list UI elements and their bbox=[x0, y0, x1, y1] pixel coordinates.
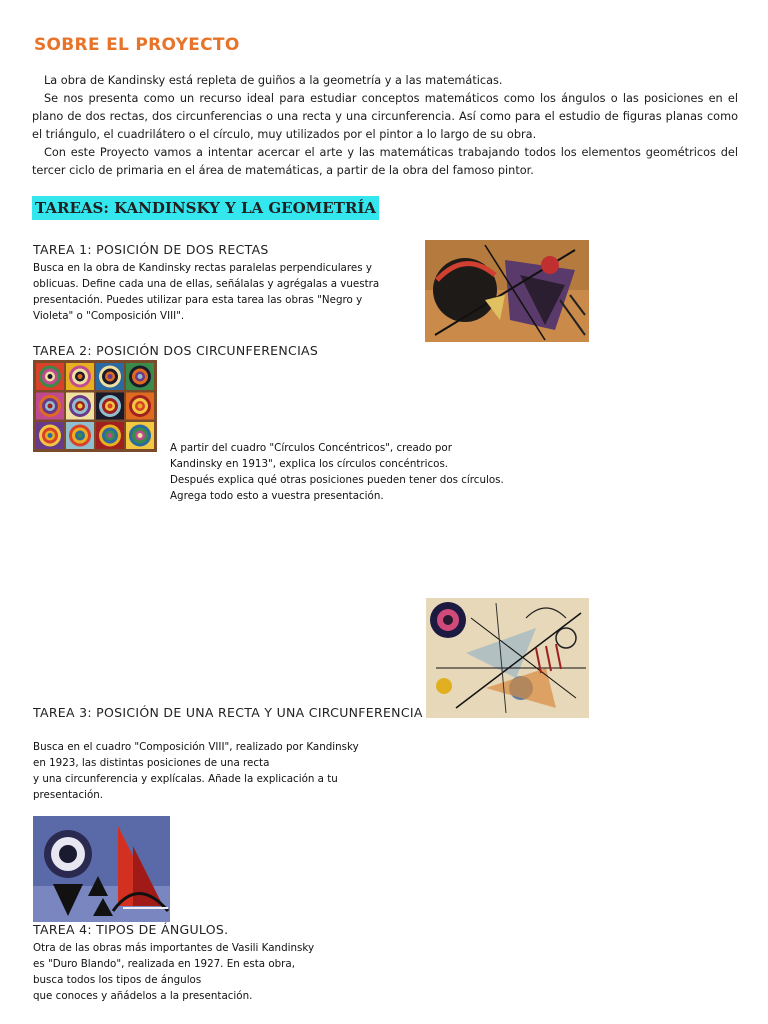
tareas-heading: TAREAS: KANDINSKY Y LA GEOMETRÍA bbox=[32, 196, 379, 220]
task-line: Agrega todo esto a vuestra presentación. bbox=[170, 490, 384, 502]
painting-composicion-viii bbox=[426, 598, 589, 718]
task-line: presentación. bbox=[33, 789, 104, 801]
task-4-text bbox=[33, 940, 314, 1004]
task-line: es "Duro Blando", realizada en 1927. En esta obra, bbox=[33, 958, 295, 970]
task-line: en 1923, las distintas posiciones de una recta bbox=[33, 757, 270, 769]
task-4-title: TAREA 4: TIPOS DE ÁNGULOS. bbox=[33, 922, 229, 937]
task-line: oblicuas. Define cada una de ellas, señálalas y agrégalas a vuestra bbox=[33, 278, 380, 290]
task-1-text bbox=[33, 260, 379, 324]
section-title: SOBRE EL PROYECTO bbox=[34, 35, 240, 55]
intro-paragraph: La obra de Kandinsky está repleta de guiños a la geometría y a las matemáticas. bbox=[44, 74, 503, 87]
task-line: Busca en la obra de Kandinsky rectas paralelas perpendiculares y bbox=[33, 262, 372, 274]
task-line: y una circunferencia y explícalas. Añade la explicación a tu bbox=[33, 773, 338, 785]
intro-paragraph: Se nos presenta como un recurso ideal para estudiar conceptos matemáticos como los ángulos o las posiciones en el plano de dos rectas, dos circunferencias o una recta y una circunferencia. Así como para el estudio de figuras planas como el triángulo, el cuadrilátero o el círculo, muy utilizados por el pintor a lo largo de su obra. bbox=[32, 92, 738, 141]
task-line: que conoces y añádelos a la presentación. bbox=[33, 990, 253, 1002]
task-line: Kandinsky en 1913", explica los círculos concéntricos. bbox=[170, 458, 449, 470]
task-line: presentación. Puedes utilizar para esta tarea las obras "Negro y bbox=[33, 294, 363, 306]
task-line: Otra de las obras más importantes de Vasili Kandinsky bbox=[33, 942, 315, 954]
task-line: Después explica qué otras posiciones pueden tener dos círculos. bbox=[170, 474, 504, 486]
task-line: A partir del cuadro "Círculos Concéntricos", creado por bbox=[170, 442, 452, 454]
task-2-title: TAREA 2: POSICIÓN DOS CIRCUNFERENCIAS bbox=[33, 343, 319, 358]
task-line: busca todos los tipos de ángulos bbox=[33, 974, 202, 986]
intro-paragraph: Con este Proyecto vamos a intentar acercar el arte y las matemáticas trabajando todos los elementos geométricos del tercer ciclo de primaria en el área de matemáticas, a partir de la obra del famoso pintor. bbox=[32, 146, 738, 177]
task-line: Violeta" o "Composición VIII". bbox=[33, 310, 185, 322]
painting-circulos-concentricos bbox=[33, 360, 157, 452]
painting-duro-blando bbox=[33, 816, 170, 922]
intro-text bbox=[32, 72, 738, 180]
painting-negro-y-violeta bbox=[425, 240, 589, 342]
task-3-title: TAREA 3: POSICIÓN DE UNA RECTA Y UNA CIRCUNFERENCIA bbox=[33, 705, 423, 720]
task-2-text bbox=[170, 440, 504, 504]
task-line: Busca en el cuadro "Composición VIII", realizado por Kandinsky bbox=[33, 741, 359, 753]
task-1-title: TAREA 1: POSICIÓN DE DOS RECTAS bbox=[33, 242, 269, 257]
task-3-text bbox=[33, 739, 359, 803]
